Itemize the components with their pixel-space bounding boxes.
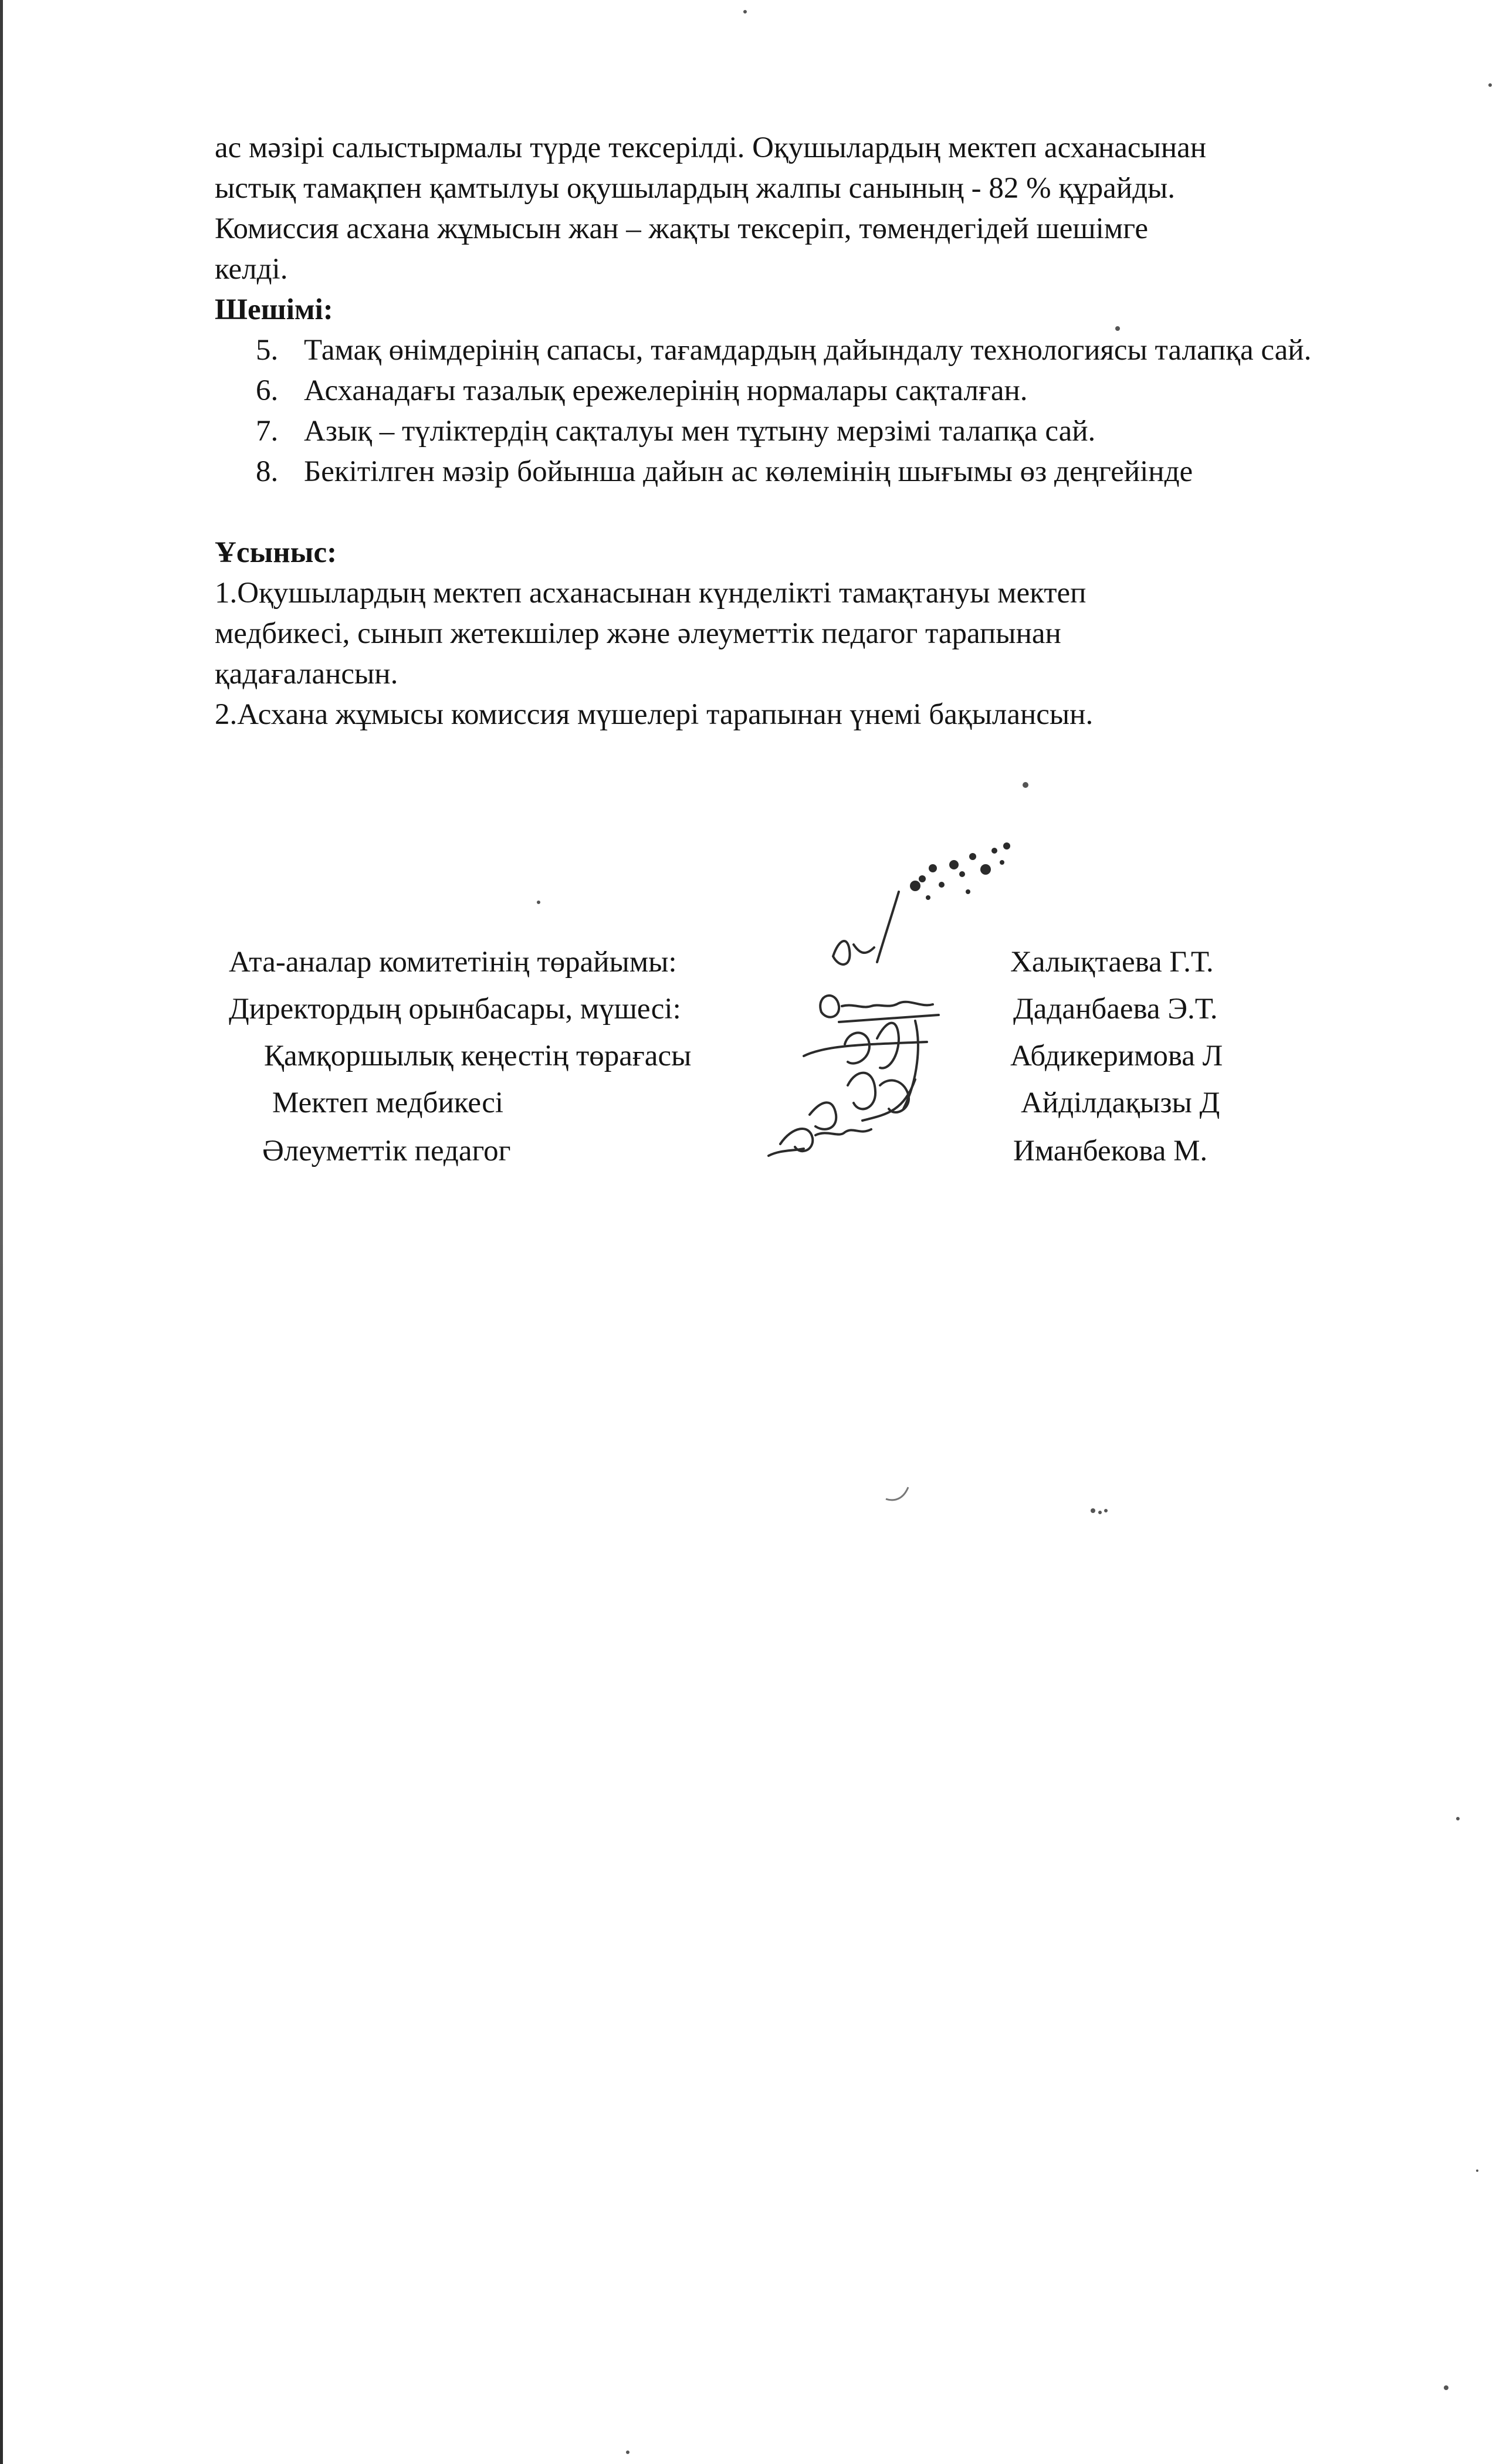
recommendation-line-4: 2.Асхана жұмысы комиссия мүшелері тарапынан үнемі бақылансын. [215, 698, 1094, 731]
intro-line-1: ас мәзірі салыстырмалы түрде тексерілді. Оқушылардың мектеп асханасынан [215, 131, 1207, 164]
signatory-role: Ата-аналар комитетінің төрайымы: [229, 946, 677, 979]
intro-line-3: Комиссия асхана жұмысын жан – жақты тексеріп, төмендегідей шешімге [215, 212, 1149, 245]
decision-item-number: 6. [256, 374, 279, 407]
signatory-role: Қамқоршылық кеңестің төрағасы [264, 1040, 692, 1072]
decision-item-number: 5. [256, 334, 279, 367]
recommendation-line-2: медбикесі, сынып жетекшілер және әлеуметтік педагог тарапынан [215, 617, 1061, 650]
signatory-name: Иманбекова М. [1013, 1135, 1208, 1167]
recommendation-line-3: қадағалансын. [215, 658, 398, 691]
signatory-name: Айділдақызы Д [1021, 1087, 1220, 1119]
intro-line-2: ыстық тамақпен қамтылуы оқушылардың жалпы санының - 82 % құрайды. [215, 172, 1176, 205]
decision-item-number: 7. [256, 415, 279, 448]
signatory-role: Мектеп медбикесі [272, 1087, 504, 1119]
decision-item-text: Тамақ өнімдерінің сапасы, тағамдардың дайындалу технологиясы талапқа сай. [304, 334, 1312, 367]
decision-item-text: Асханадағы тазалық ережелерінің нормалары сақталған. [304, 374, 1028, 407]
signatory-role: Директордың орынбасары, мүшесі: [229, 993, 681, 1025]
decision-item-number: 8. [256, 455, 279, 488]
decision-item-text: Бекітілген мәзір бойынша дайын ас көлемінің шығымы өз деңгейінде [304, 455, 1193, 488]
signatory-name: Даданбаева Э.Т. [1013, 993, 1218, 1025]
signatory-role: Әлеуметтік педагог [262, 1135, 511, 1167]
decision-heading: Шешімі: [215, 293, 333, 326]
recommendation-line-1: 1.Оқушылардың мектеп асханасынан күнделікті тамақтануы мектеп [215, 577, 1087, 610]
decision-item-text: Азық – түліктердің сақталуы мен тұтыну мерзімі талапқа сай. [304, 415, 1096, 448]
recommendation-heading: Ұсыныс: [215, 536, 337, 569]
signatory-name: Абдикеримова Л [1010, 1040, 1223, 1072]
signatory-name: Халықтаева Г.Т. [1010, 946, 1214, 979]
intro-line-4: келді. [215, 253, 288, 286]
